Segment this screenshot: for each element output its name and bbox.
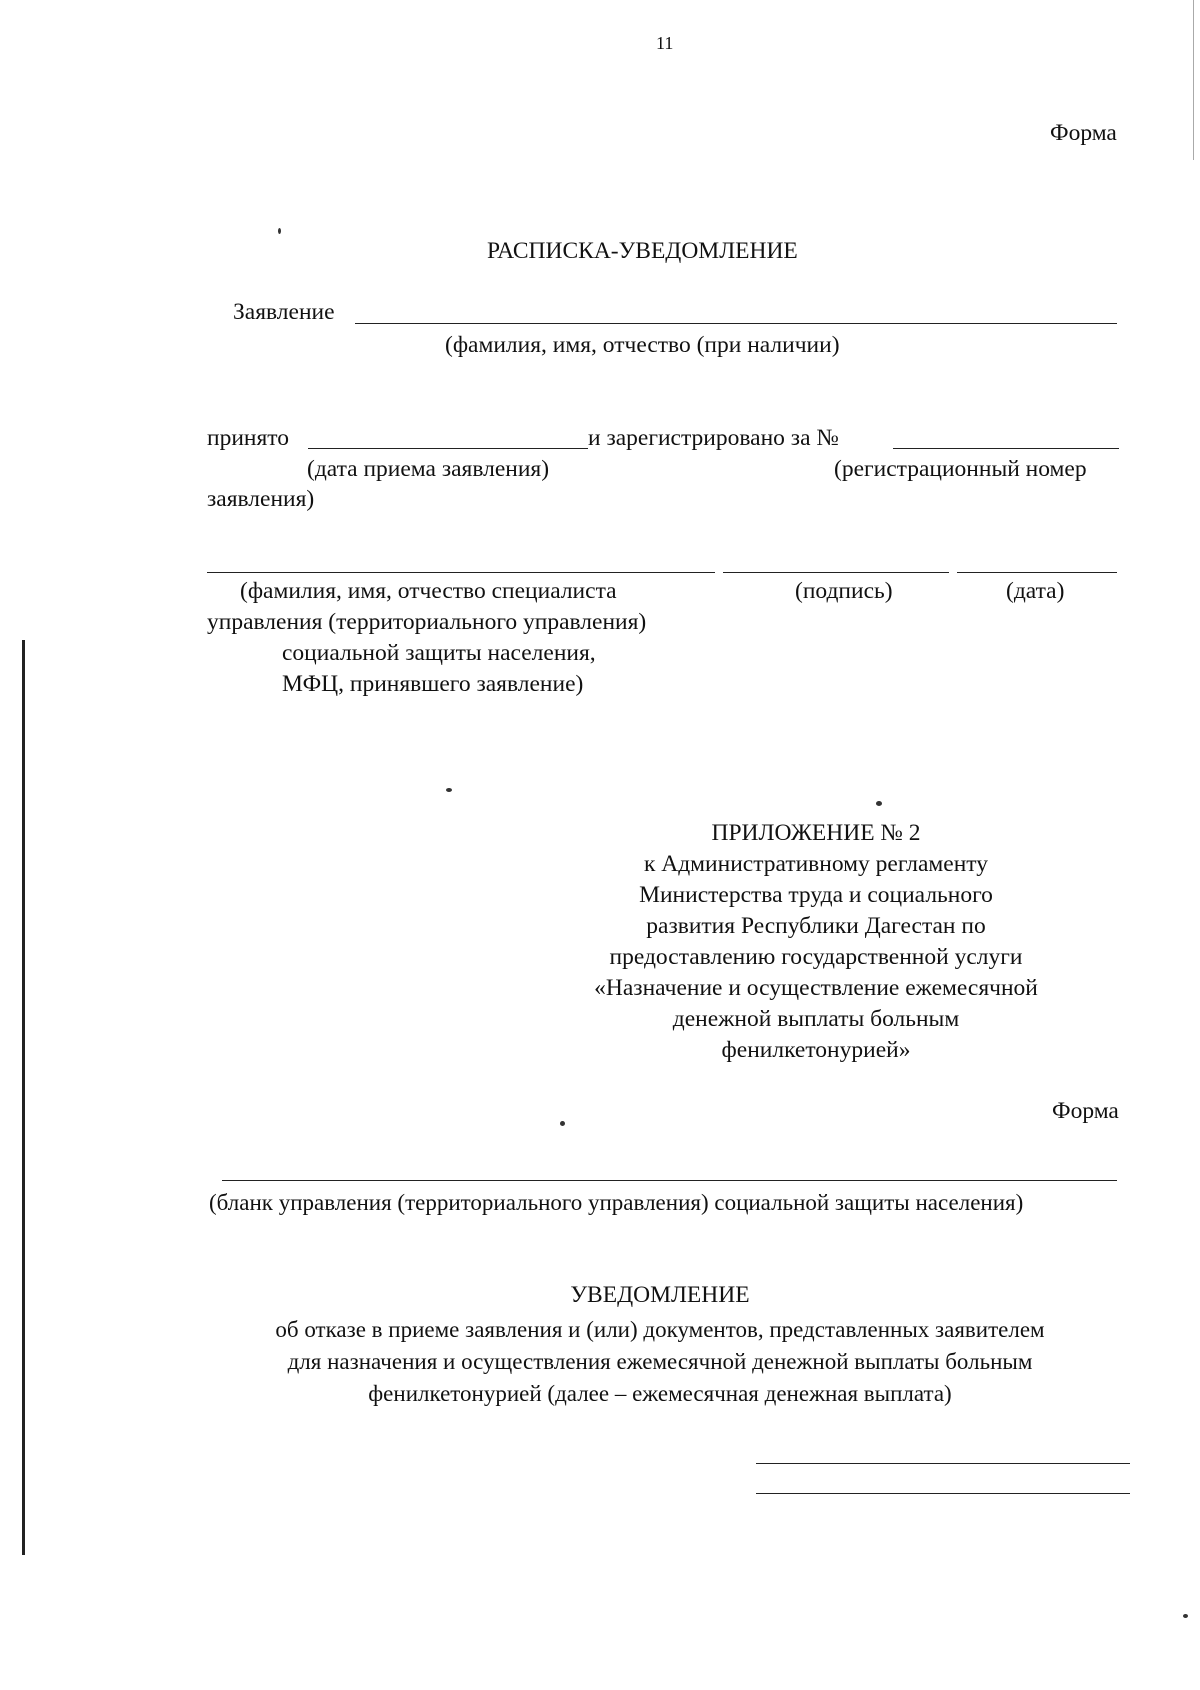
specialist-caption	[207, 580, 646, 704]
date-caption: (дата)	[1006, 578, 1065, 604]
appendix-block	[520, 822, 1112, 1070]
appendix-line: развития Республики Дагестан по	[646, 913, 986, 939]
letterhead-caption: (бланк управления (территориального управления) социальной защиты населения)	[209, 1190, 1024, 1215]
acceptance-date-line	[308, 448, 588, 449]
specialist-caption-line: социальной защиты населения,	[282, 640, 596, 666]
applicant-name-caption: (фамилия, имя, отчество (при наличии)	[445, 332, 840, 358]
registration-number-line	[893, 448, 1119, 449]
scan-speck	[560, 1121, 565, 1126]
registered-label: и зарегистрировано за №	[588, 425, 839, 451]
notice-line: фенилкетонурией (далее – ежемесячная денежная выплата)	[368, 1381, 952, 1406]
signature-line	[723, 572, 949, 573]
scan-speck	[278, 228, 281, 234]
acceptance-date-caption: (дата приема заявления)	[307, 456, 550, 482]
receipt-title: РАСПИСКА-УВЕДОМЛЕНИЕ	[487, 238, 798, 264]
appendix-line: предоставлению государственной услуги	[609, 944, 1023, 970]
appendix-line: к Административному регламенту	[643, 851, 989, 877]
appendix-title: ПРИЛОЖЕНИЕ № 2	[711, 820, 921, 846]
appendix-line: «Назначение и осуществление ежемесячной	[594, 975, 1038, 1001]
scan-speck	[1183, 1614, 1188, 1618]
page-number: 11	[656, 33, 674, 53]
signature-caption: (подпись)	[795, 578, 893, 604]
notice-section	[200, 1284, 1120, 1414]
form-label-second: Форма	[1052, 1098, 1119, 1124]
applicant-name-line	[355, 323, 1117, 324]
addressee-line	[756, 1493, 1130, 1494]
appendix-line: фенилкетонурией»	[721, 1037, 911, 1063]
specialist-caption-line: (фамилия, имя, отчество специалиста	[240, 578, 617, 604]
appendix-line: денежной выплаты больным	[672, 1006, 960, 1032]
notice-line: об отказе в приеме заявления и (или) документов, представленных заявителем	[275, 1317, 1045, 1342]
letterhead-line	[222, 1180, 1117, 1181]
accepted-label: принято	[207, 425, 289, 451]
registration-number-caption-cont: заявления)	[207, 486, 315, 512]
scan-speck	[446, 788, 452, 792]
notice-line: для назначения и осуществления ежемесячной денежной выплаты больным	[287, 1349, 1033, 1374]
application-label: Заявление	[233, 299, 335, 325]
registration-number-caption: (регистрационный номер	[834, 456, 1087, 482]
form-label: Форма	[1050, 120, 1117, 146]
specialist-name-line	[207, 572, 715, 573]
specialist-caption-line: управления (территориального управления)	[207, 609, 647, 635]
date-line	[957, 572, 1117, 573]
scan-edge-left	[22, 640, 25, 1555]
addressee-line	[756, 1463, 1130, 1464]
notice-title: УВЕДОМЛЕНИЕ	[570, 1282, 750, 1308]
appendix-line: Министерства труда и социального	[639, 882, 993, 908]
scan-speck	[876, 801, 882, 806]
scan-edge-right	[1193, 0, 1194, 160]
specialist-caption-line: МФЦ, принявшего заявление)	[282, 671, 584, 697]
